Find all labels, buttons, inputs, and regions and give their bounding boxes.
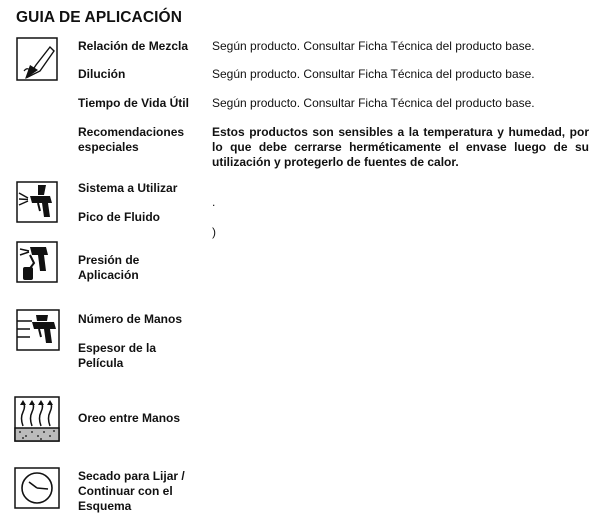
label-line: Esquema xyxy=(78,499,132,513)
label-espesor-de-la-pelicula xyxy=(78,341,156,371)
label-dilucion: Dilución xyxy=(78,67,126,81)
label-line: Película xyxy=(78,356,124,370)
value-recomendaciones-especiales: Estos productos son sensibles a la temperatura y humedad, por lo que debe cerrarse herméticamente el envase luego de su utilización y protegerlo de fuentes de calor. xyxy=(212,125,589,169)
label-pico-de-fluido: Pico de Fluido xyxy=(78,210,161,224)
mixing-stick-icon xyxy=(16,37,58,81)
spray-gun-icon xyxy=(16,181,58,223)
label-line: Recomendaciones xyxy=(78,125,185,139)
label-tiempo-de-vida-util: Tiempo de Vida Útil xyxy=(78,96,189,110)
label-oreo-entre-manos: Oreo entre Manos xyxy=(78,411,181,425)
label-sistema-a-utilizar: Sistema a Utilizar xyxy=(78,181,178,195)
page-title: GUIA DE APLICACIÓN xyxy=(16,9,182,26)
clock-icon xyxy=(14,467,60,509)
pressure-gun-icon xyxy=(16,241,58,283)
label-line: Aplicación xyxy=(78,268,139,282)
evaporation-icon xyxy=(14,396,60,442)
label-recomendaciones-especiales xyxy=(78,125,184,155)
label-line: especiales xyxy=(78,140,139,154)
label-line: Presión de xyxy=(78,253,140,267)
label-presion-de-aplicacion xyxy=(78,253,139,283)
label-relacion-de-mezcla: Relación de Mezcla xyxy=(78,39,189,53)
value-relacion-de-mezcla: Según producto. Consultar Ficha Técnica del producto base. xyxy=(212,39,535,53)
value-pico-de-fluido: ) xyxy=(212,225,216,239)
label-secado-para-lijar xyxy=(78,469,185,514)
spray-coats-icon xyxy=(16,309,60,351)
label-numero-de-manos: Número de Manos xyxy=(78,312,183,326)
value-tiempo-de-vida-util: Según producto. Consultar Ficha Técnica del producto base. xyxy=(212,96,535,110)
label-line: Continuar con el xyxy=(78,484,173,498)
value-sistema-a-utilizar: . xyxy=(212,195,216,209)
label-line: Secado para Lijar / xyxy=(78,469,185,483)
value-dilucion: Según producto. Consultar Ficha Técnica del producto base. xyxy=(212,67,535,81)
label-line: Espesor de la xyxy=(78,341,157,355)
